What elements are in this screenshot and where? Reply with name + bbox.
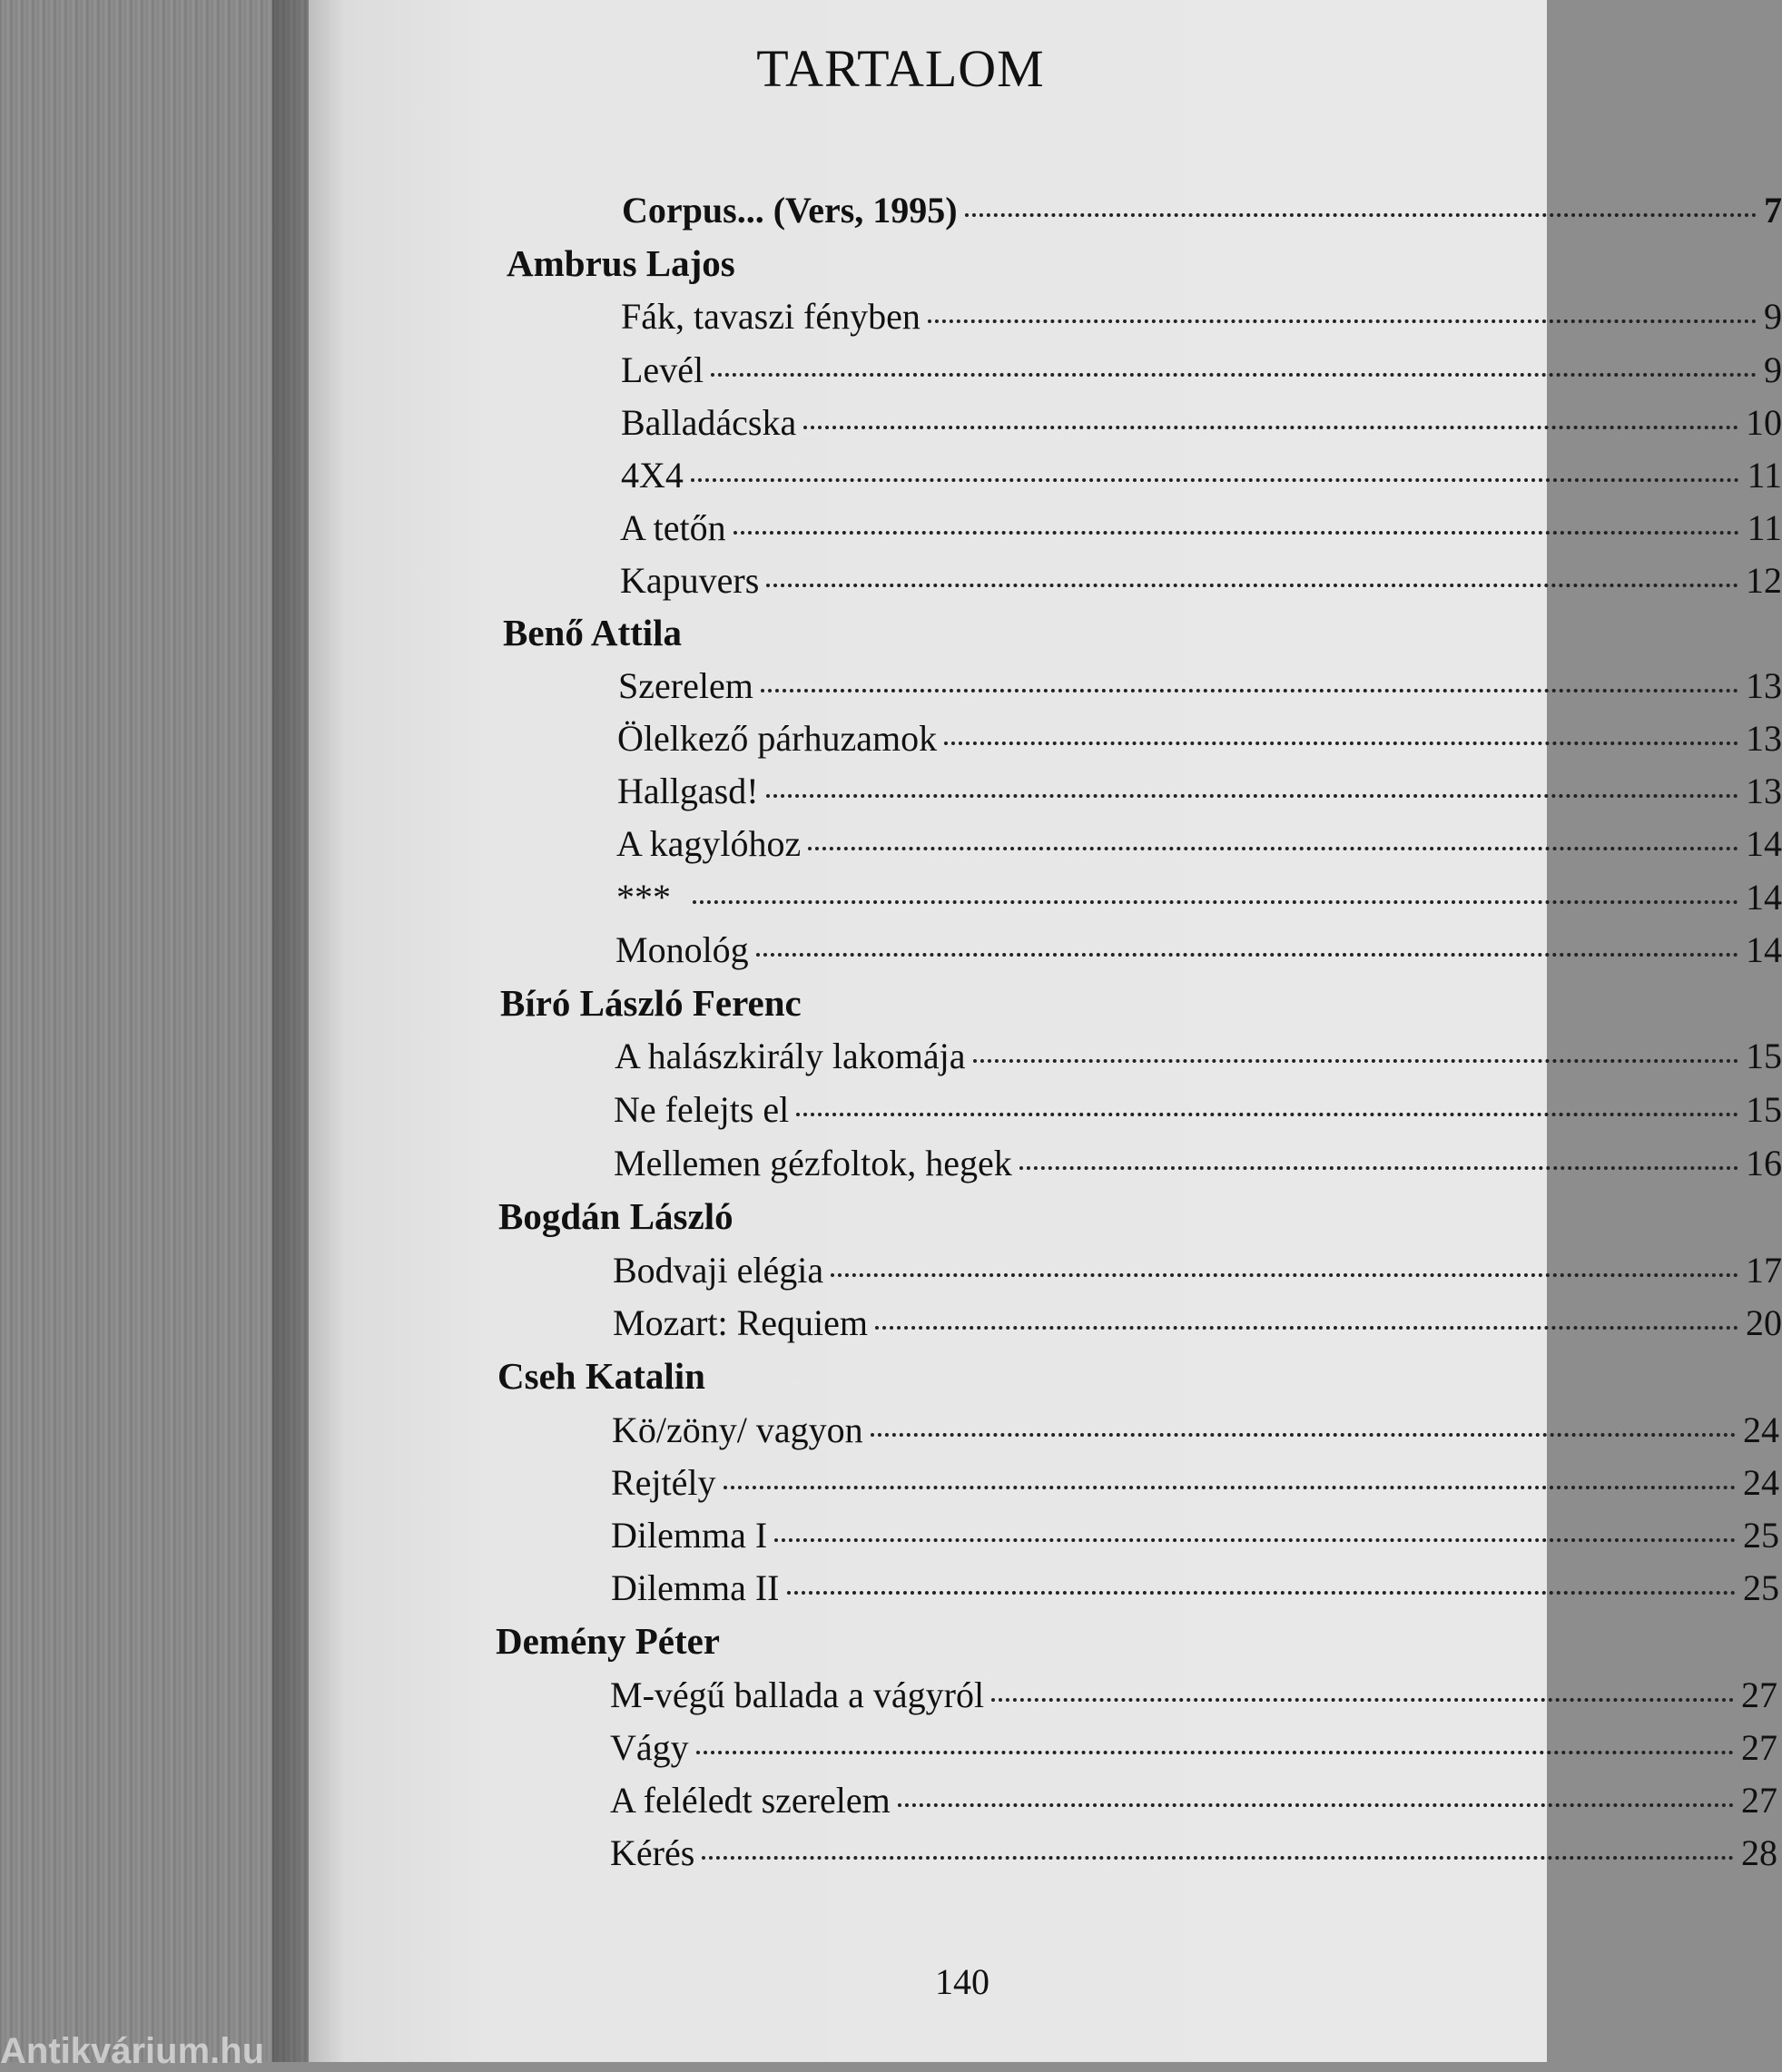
watermark: Antikvárium.hu	[0, 2031, 265, 2071]
toc-entry-title: A tetőn	[620, 507, 726, 548]
book-spine	[0, 0, 313, 2062]
dot-leader	[1019, 1166, 1738, 1170]
toc-entry-page: 10	[1746, 402, 1782, 443]
toc-entry	[621, 295, 1782, 338]
toc-entry-title: Ölelkező párhuzamok	[617, 718, 938, 759]
toc-entry-title: A kagylóhoz	[616, 823, 802, 864]
author-heading: Ambrus Lajos	[507, 242, 735, 284]
dot-leader	[831, 1273, 1738, 1277]
toc-entry-page: 16	[1746, 1143, 1782, 1183]
dot-leader	[702, 1856, 1734, 1860]
toc-entry	[613, 1249, 1782, 1291]
toc-entry-page: 27	[1741, 1674, 1777, 1715]
toc-entry-page: 27	[1741, 1780, 1777, 1821]
toc-entry	[621, 454, 1782, 496]
book-page	[309, 0, 1782, 2062]
author-heading: Benő Attila	[503, 612, 683, 653]
toc-entry-title: Dilemma I	[611, 1515, 768, 1556]
toc-entry-page: 15	[1746, 1089, 1782, 1130]
toc-entry-title: Monológ	[615, 929, 749, 970]
toc-entry-page: 28	[1741, 1832, 1777, 1873]
dot-leader	[944, 741, 1738, 745]
toc-entry-intro	[622, 189, 1782, 231]
toc-entry-page: 24	[1743, 1409, 1779, 1450]
toc-entry	[610, 1779, 1777, 1822]
toc-entry-title: Kö/zöny/ vagyon	[612, 1409, 863, 1450]
dot-leader	[691, 478, 1740, 482]
toc-entry	[615, 928, 1782, 971]
dot-leader	[973, 1059, 1738, 1063]
toc-entry-page: 11	[1747, 455, 1782, 496]
author-heading: Cseh Katalin	[497, 1355, 705, 1397]
toc-entry	[620, 506, 1782, 549]
page-number: 140	[935, 1961, 989, 2002]
author-heading: Demény Péter	[496, 1620, 721, 1662]
toc-entry-title: Corpus... (Vers, 1995)	[622, 190, 958, 231]
toc-entry-title: Balladácska	[621, 402, 797, 443]
dot-leader	[766, 794, 1738, 798]
toc-entry	[616, 822, 1782, 865]
dot-leader	[693, 900, 1738, 904]
toc-entry-title: Kérés	[610, 1832, 695, 1873]
toc-entry-page: 25	[1743, 1515, 1779, 1556]
toc-entry-title: Ne felejts el	[614, 1089, 790, 1130]
toc-entry	[610, 1674, 1777, 1716]
dot-leader	[774, 1538, 1736, 1542]
toc-entry-title: 4X4	[621, 455, 684, 496]
dot-leader	[796, 1113, 1738, 1116]
toc-entry-page: 27	[1741, 1727, 1777, 1768]
dot-leader	[965, 213, 1757, 217]
toc-entry	[610, 1831, 1777, 1874]
toc-entry	[612, 1409, 1779, 1451]
toc-entry	[613, 1301, 1782, 1344]
author-heading: Bogdán László	[498, 1195, 733, 1237]
dot-leader	[871, 1433, 1736, 1437]
toc-entry	[621, 349, 1782, 391]
toc-entry-title: Vágy	[610, 1727, 689, 1768]
toc-entry-page: 11	[1747, 507, 1782, 548]
toc-entry-page: 9	[1764, 349, 1782, 390]
toc-entry-page: 14	[1746, 877, 1782, 918]
toc-entry	[620, 559, 1782, 602]
toc-entry-title: Fák, tavaszi fényben	[621, 296, 921, 337]
toc-entry-title: Mellemen gézfoltok, hegek	[614, 1143, 1012, 1183]
toc-entry-page: 14	[1746, 929, 1782, 970]
toc-entry-title: A halászkirály lakomája	[615, 1036, 966, 1076]
toc-entry	[616, 876, 1782, 918]
dot-leader	[803, 426, 1738, 429]
dot-leader	[724, 1486, 1736, 1489]
author-heading: Bíró László Ferenc	[500, 982, 802, 1024]
dot-leader	[875, 1326, 1738, 1330]
dot-leader	[711, 373, 1757, 377]
toc-entry-title: Kapuvers	[620, 560, 760, 601]
toc-entry	[611, 1566, 1779, 1609]
toc-entry-page: 24	[1743, 1462, 1779, 1503]
toc-entry	[617, 770, 1782, 812]
dot-leader	[928, 319, 1757, 323]
page-title: TARTALOM	[756, 39, 1045, 98]
toc-entry-title: Szerelem	[618, 665, 753, 706]
toc-entry-title: Hallgasd!	[617, 771, 759, 811]
dot-leader	[696, 1751, 1734, 1754]
toc-entry-title: ***	[616, 877, 671, 918]
dot-leader	[808, 847, 1738, 850]
toc-entry-page: 9	[1764, 296, 1782, 337]
toc-entry-page: 12	[1746, 560, 1782, 601]
dot-leader	[898, 1803, 1734, 1807]
toc-entry	[617, 717, 1782, 760]
toc-entry-page: 15	[1746, 1036, 1782, 1076]
toc-entry-title: Levél	[621, 349, 704, 390]
toc-entry-page: 13	[1746, 771, 1782, 811]
toc-entry-page: 7	[1764, 190, 1782, 231]
dot-leader	[766, 584, 1738, 587]
toc-entry-title: M-végű ballada a vágyról	[610, 1674, 985, 1715]
dot-leader	[756, 953, 1738, 957]
toc-entry-page: 25	[1743, 1567, 1779, 1608]
toc-entry-page: 17	[1746, 1250, 1782, 1291]
toc-entry	[611, 1514, 1779, 1556]
toc-entry	[618, 664, 1782, 707]
toc-entry	[614, 1142, 1782, 1184]
toc-entry-page: 13	[1746, 665, 1782, 706]
toc-entry-page: 20	[1746, 1302, 1782, 1343]
toc-entry	[611, 1461, 1779, 1504]
toc-entry-title: Rejtély	[611, 1462, 716, 1503]
dot-leader	[761, 689, 1738, 692]
toc-entry	[621, 401, 1782, 444]
toc-entry-page: 14	[1746, 823, 1782, 864]
toc-entry	[610, 1726, 1777, 1769]
dot-leader	[787, 1591, 1737, 1595]
toc-entry	[614, 1088, 1782, 1131]
toc-entry-title: A feléledt szerelem	[610, 1780, 891, 1821]
toc-entry-page: 13	[1746, 718, 1782, 759]
dot-leader	[991, 1698, 1734, 1702]
dot-leader	[733, 531, 1740, 535]
toc-entry	[615, 1035, 1782, 1077]
toc-entry-title: Mozart: Requiem	[613, 1302, 869, 1343]
toc-entry-title: Dilemma II	[611, 1567, 780, 1608]
toc-entry-title: Bodvaji elégia	[613, 1250, 824, 1291]
